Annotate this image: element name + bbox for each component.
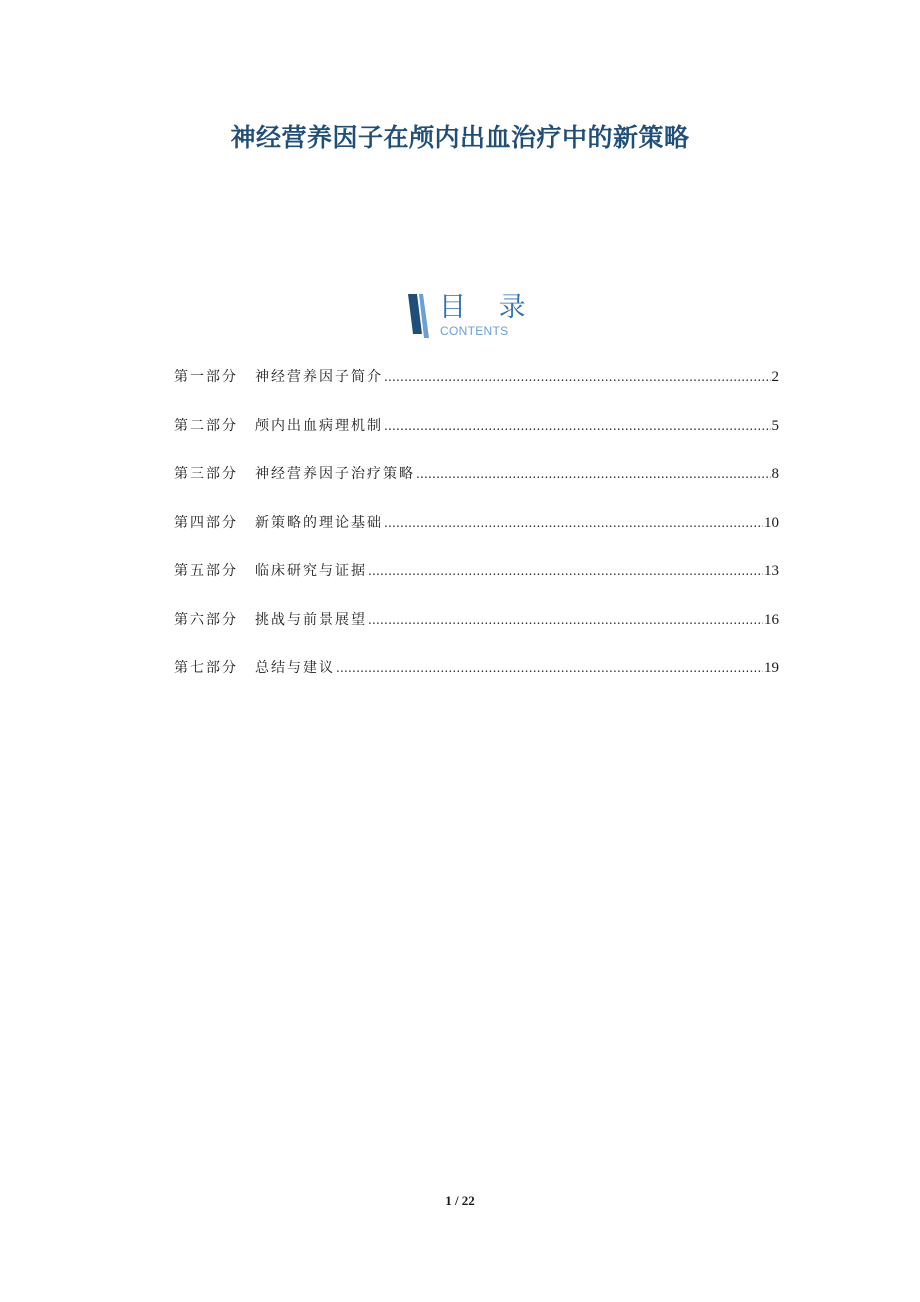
toc-entry-part: 第四部分 — [174, 514, 238, 531]
toc-entry[interactable] — [174, 560, 779, 609]
toc-entry[interactable] — [174, 512, 779, 561]
toc-entry-part: 第一部分 — [174, 369, 238, 385]
toc-entry-page: 8 — [771, 466, 779, 482]
toc-entry-leader — [368, 560, 763, 582]
toc-entry-title: 颅内出血病理机制 — [255, 417, 383, 434]
toc-entry-page: 2 — [771, 369, 779, 385]
toc-entry[interactable] — [174, 657, 779, 706]
toc-entry-leader — [336, 657, 763, 679]
toc-heading-label: 目 录 — [439, 292, 538, 323]
page-number: 1 / 22 — [445, 1193, 475, 1208]
toc-list — [174, 366, 779, 706]
toc-entry[interactable] — [174, 415, 779, 464]
toc-heading-subtitle: CONTENTS — [440, 324, 509, 338]
toc-entry-page: 10 — [764, 514, 779, 531]
toc-entry-title: 临床研究与证据 — [255, 563, 367, 579]
toc-entry-leader — [384, 415, 771, 437]
toc-entry-part: 第七部分 — [174, 660, 238, 676]
toc-entry-title: 总结与建议 — [255, 660, 335, 676]
toc-entry-leader — [368, 609, 763, 631]
toc-entry-leader — [384, 512, 763, 534]
toc-entry-title: 新策略的理论基础 — [255, 514, 383, 531]
toc-entry-leader — [416, 463, 771, 485]
toc-stripe-icon — [408, 294, 430, 338]
toc-entry[interactable] — [174, 463, 779, 512]
toc-entry-part: 第三部分 — [174, 466, 238, 482]
toc-entry-page: 19 — [764, 660, 779, 676]
toc-entry-title: 神经营养因子简介 — [255, 369, 383, 385]
toc-entry-part: 第二部分 — [174, 417, 238, 434]
toc-entry-page: 13 — [764, 563, 779, 579]
toc-entry-part: 第五部分 — [174, 563, 238, 579]
toc-entry[interactable] — [174, 366, 779, 415]
toc-entry-page: 16 — [764, 611, 779, 628]
toc-entry-title: 挑战与前景展望 — [255, 611, 367, 628]
toc-heading — [408, 292, 538, 340]
document-title: 神经营养因子在颅内出血治疗中的新策略 — [230, 123, 690, 152]
toc-entry-title: 神经营养因子治疗策略 — [255, 466, 415, 482]
toc-entry-leader — [384, 366, 771, 388]
toc-entry[interactable] — [174, 609, 779, 658]
toc-entry-page: 5 — [771, 417, 779, 434]
toc-entry-part: 第六部分 — [174, 611, 238, 628]
